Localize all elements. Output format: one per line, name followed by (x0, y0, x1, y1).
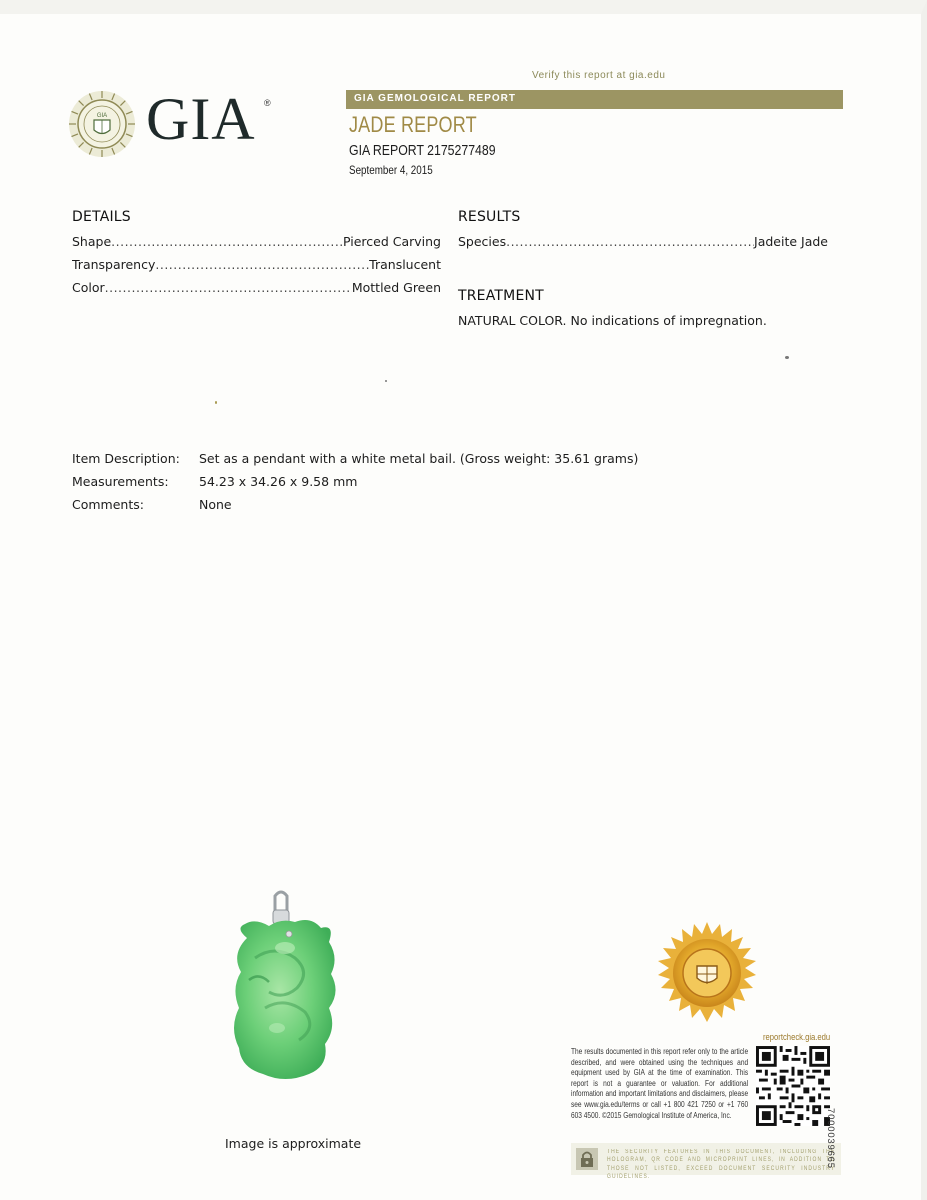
scan-speck (385, 380, 387, 382)
leader-dots (111, 234, 343, 249)
detail-row-shape (72, 234, 441, 249)
leader-dots (506, 234, 754, 249)
details-heading: DETAILS (72, 209, 131, 225)
item-description-value: Set as a pendant with a white metal bail. (Gross weight: 35.61 grams) (199, 451, 639, 466)
jade-pendant-image (225, 888, 357, 1088)
detail-label: Shape (72, 234, 112, 249)
reportcheck-link[interactable]: reportcheck.gia.edu (763, 1032, 831, 1042)
svg-text:GIA: GIA (96, 113, 108, 119)
comments-label: Comments: (72, 497, 144, 512)
measurements-label: Measurements: (72, 474, 169, 489)
security-text: THE SECURITY FEATURES IN THIS DOCUMENT, INCLUDING THE HOLOGRAM, QR CODE AND MICROPRINT LINES, IN ADDITION TO THOSE NOT LISTED, EXCEED DOCUMENT SECURITY INDUSTRY GUIDELINES. (607, 1149, 836, 1181)
report-date: September 4, 2015 (349, 163, 433, 177)
treatment-text: NATURAL COLOR. No indications of impregnation. (458, 313, 767, 328)
gia-seal-icon (68, 90, 136, 158)
leader-dots (105, 280, 352, 295)
result-row-species (458, 234, 828, 249)
gold-hologram-seal-icon (656, 922, 758, 1024)
lock-icon (576, 1148, 598, 1170)
report-number: GIA REPORT 2175277489 (349, 142, 496, 159)
security-features-strip (571, 1143, 841, 1181)
detail-label: Color (72, 280, 105, 295)
result-value: Jadeite Jade (754, 234, 828, 249)
band-label: GIA GEMOLOGICAL REPORT (354, 93, 517, 104)
disclaimer-text: The results documented in this report refer only to the article described, and were obtained using the techniques and equipment used by GIA at the time of examination. This report is not a guarantee or valuation. For additional information and important limitations and disclaimers, please see www.gia.edu/terms or call +1 800 421 7250 or +1 760 603 4500. ©2015 Gemological Institute of America, Inc. (571, 1047, 749, 1120)
detail-label: Transparency (72, 257, 156, 272)
comments-value: None (199, 497, 232, 512)
detail-value: Translucent (369, 257, 441, 272)
registered-mark: ® (264, 98, 271, 108)
detail-row-color (72, 280, 441, 295)
report-band (346, 90, 843, 109)
report-type-title: JADE REPORT (349, 112, 477, 137)
item-description-label: Item Description: (72, 451, 180, 466)
result-label: Species (458, 234, 507, 249)
serial-number: 7000039665 (825, 1108, 836, 1169)
detail-row-transparency (72, 257, 441, 272)
scan-speck (215, 401, 217, 404)
verify-link-text: Verify this report at gia.edu (532, 70, 666, 81)
gia-logo: GIA (146, 86, 256, 152)
detail-value: Mottled Green (351, 280, 441, 295)
image-caption: Image is approximate (225, 1136, 362, 1151)
qr-code-icon[interactable] (756, 1046, 830, 1126)
results-heading: RESULTS (458, 209, 521, 225)
leader-dots (155, 257, 369, 272)
scan-speck (785, 356, 789, 359)
detail-value: Pierced Carving (342, 234, 441, 249)
measurements-value: 54.23 x 34.26 x 9.58 mm (199, 474, 358, 489)
treatment-heading: TREATMENT (458, 288, 544, 304)
